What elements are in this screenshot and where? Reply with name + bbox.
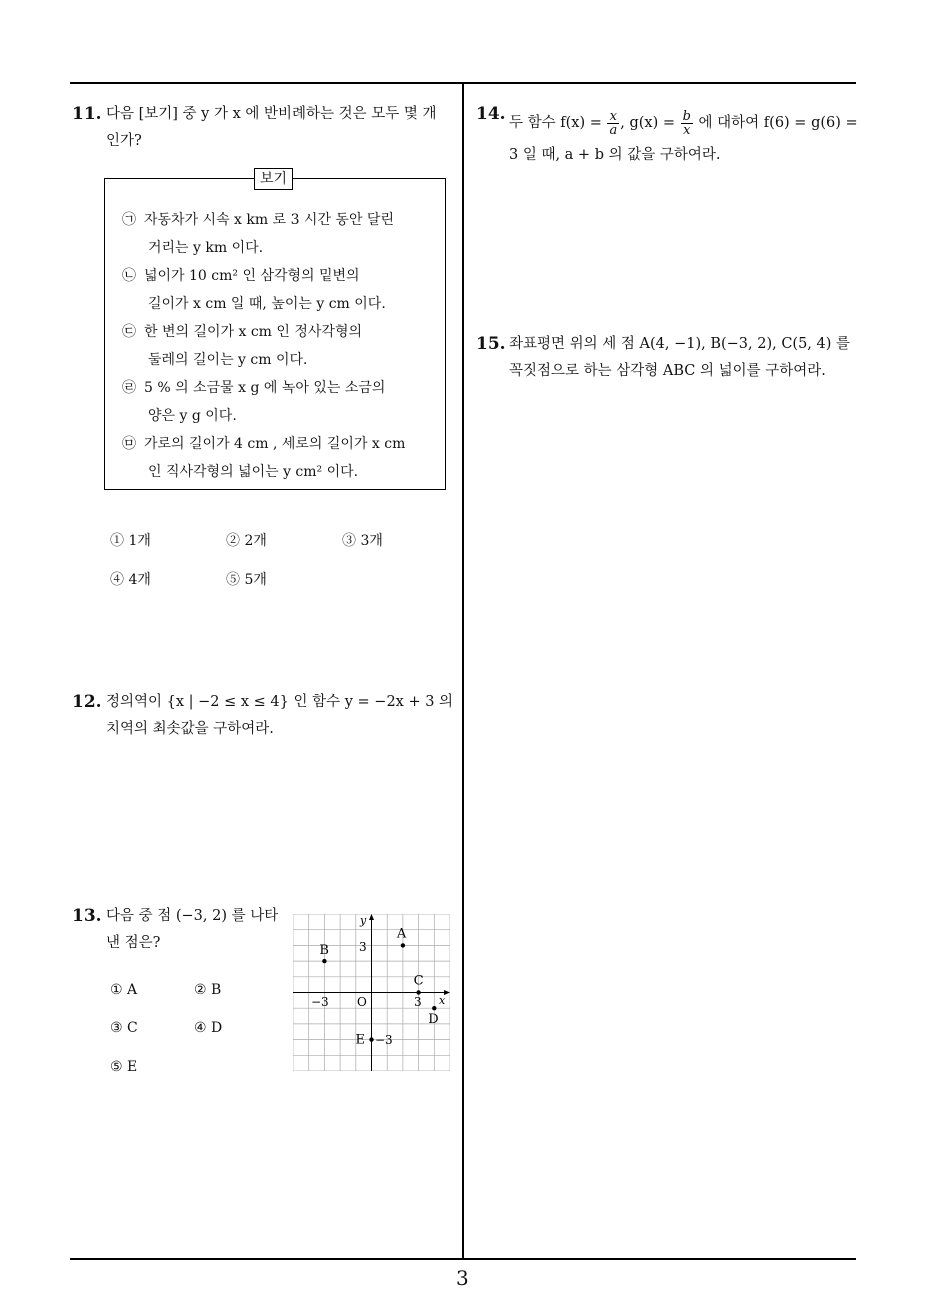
point-e xyxy=(369,1037,373,1041)
point-d xyxy=(432,1006,436,1010)
item-mark: ㉢ xyxy=(122,324,136,340)
point-b xyxy=(322,959,326,963)
q11-choice-2[interactable]: ② 2개 xyxy=(226,533,267,549)
question-14-text-line2: 3 일 때, a + b 의 값을 구하여라. xyxy=(509,147,721,163)
column-divider xyxy=(462,82,464,1259)
origin-label: O xyxy=(357,995,367,1009)
bogi-item-3 xyxy=(122,318,362,374)
question-12-text-line1: 정의역이 {x | −2 ≤ x ≤ 4} 인 함수 y = −2x + 3 의 xyxy=(106,694,454,710)
point-label-a: A xyxy=(396,926,407,942)
point-c xyxy=(416,990,420,994)
item-text: 가로의 길이가 4 cm , 세로의 길이가 x cm xyxy=(144,436,406,452)
point-label-c: C xyxy=(413,973,424,989)
coordinate-grid xyxy=(293,914,450,1071)
fraction-denominator: a xyxy=(609,122,618,138)
q14-text-post: 에 대하여 f(6) = g(6) = xyxy=(698,115,858,131)
question-15-text-line2: 꼭짓점으로 하는 삼각형 ABC 의 넓이를 구하여라. xyxy=(509,363,826,379)
tick-y-neg3: −3 xyxy=(375,1033,393,1047)
bogi-title: 보기 xyxy=(254,168,293,190)
item-text-cont: 인 직사각형의 넓이는 y cm² 이다. xyxy=(148,464,359,480)
y-axis-arrow xyxy=(369,914,374,920)
q13-choice-5[interactable]: ⑤ E xyxy=(110,1059,138,1075)
q11-choice-4[interactable]: ④ 4개 xyxy=(110,572,151,588)
item-mark: ㉤ xyxy=(122,436,136,452)
bogi-item-2 xyxy=(122,262,386,318)
question-14-number: 14. xyxy=(476,104,506,124)
question-11-number: 11. xyxy=(72,104,102,124)
q13-choice-1[interactable]: ① A xyxy=(110,982,138,998)
item-text: 자동차가 시속 x km 로 3 시간 동안 달린 xyxy=(144,212,394,228)
bogi-item-5 xyxy=(122,430,405,486)
bogi-item-1 xyxy=(122,206,394,262)
bogi-item-4 xyxy=(122,374,385,430)
item-text: 5 % 의 소금물 x g 에 녹아 있는 소금의 xyxy=(144,380,386,396)
q14-text-mid: , g(x) = xyxy=(620,115,675,131)
page-number: 3 xyxy=(456,1266,469,1290)
point-label-d: D xyxy=(428,1012,439,1028)
question-13-text-line2: 낸 점은? xyxy=(106,935,161,951)
q14-text-pre: 두 함수 f(x) = xyxy=(509,115,602,131)
point-label-e: E xyxy=(355,1032,365,1048)
fraction-numerator: b xyxy=(682,108,691,124)
point-label-b: B xyxy=(319,943,329,959)
question-11-text-line2: 인가? xyxy=(106,133,142,149)
q11-choice-3[interactable]: ③ 3개 xyxy=(342,533,383,549)
y-axis-label: y xyxy=(360,914,367,927)
tick-x-3: 3 xyxy=(414,995,422,1009)
q11-choice-1[interactable]: ① 1개 xyxy=(110,533,151,549)
fraction-denominator: x xyxy=(683,122,691,138)
question-12-number: 12. xyxy=(72,692,102,712)
q13-choice-4[interactable]: ④ D xyxy=(194,1020,223,1036)
q11-choice-5[interactable]: ⑤ 5개 xyxy=(226,572,267,588)
question-14-text-line1 xyxy=(509,106,858,140)
question-13-text-line1: 다음 중 점 (−3, 2) 를 나타 xyxy=(106,908,279,924)
question-13-number: 13. xyxy=(72,906,102,926)
fraction-numerator: x xyxy=(607,110,619,124)
item-text-cont: 둘레의 길이는 y cm 이다. xyxy=(148,352,308,368)
x-axis-label: x xyxy=(439,994,446,1007)
question-15-text-line1: 좌표평면 위의 세 점 A(4, −1), B(−3, 2), C(5, 4) 를 xyxy=(509,336,851,352)
tick-y-3: 3 xyxy=(359,940,367,954)
question-12-text-line2: 치역의 최솟값을 구하여라. xyxy=(106,721,274,737)
question-11-text-line1: 다음 [보기] 중 y 가 x 에 반비례하는 것은 모두 몇 개 xyxy=(106,106,437,122)
item-text-cont: 길이가 x cm 일 때, 높이는 y cm 이다. xyxy=(148,296,386,312)
fraction-x-over-a xyxy=(607,110,619,137)
item-text-cont: 거리는 y km 이다. xyxy=(148,240,264,256)
tick-x-neg3: −3 xyxy=(311,995,329,1009)
point-a xyxy=(401,943,405,947)
item-mark: ㉡ xyxy=(122,268,136,284)
q13-choice-3[interactable]: ③ C xyxy=(110,1020,138,1036)
item-text-cont: 양은 y g 이다. xyxy=(148,408,237,424)
question-15-number: 15. xyxy=(476,334,506,354)
q13-choice-2[interactable]: ② B xyxy=(194,982,222,998)
item-text: 한 변의 길이가 x cm 인 정사각형의 xyxy=(144,324,363,340)
graph-points xyxy=(319,926,438,1047)
item-text: 넓이가 10 cm² 인 삼각형의 밑변의 xyxy=(144,268,360,284)
fraction-b-over-x xyxy=(681,110,693,137)
item-mark: ㉣ xyxy=(122,380,136,396)
item-mark: ㉠ xyxy=(122,212,136,228)
